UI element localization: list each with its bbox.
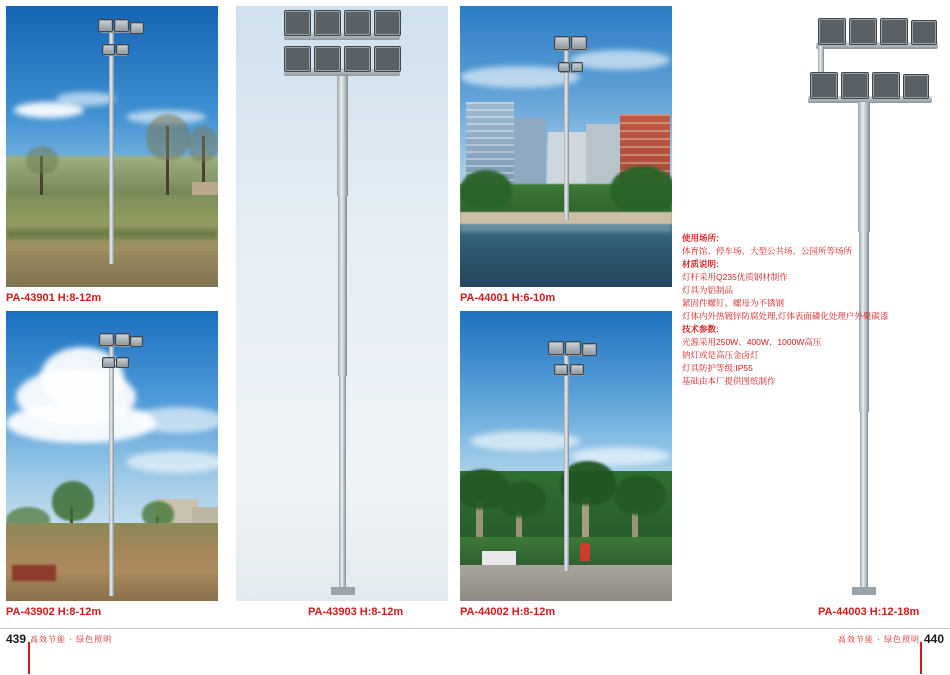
tech-line-4: 基础由本厂提供图纸制作	[682, 376, 776, 386]
usage-title: 使用场所:	[682, 233, 719, 243]
material-title: 材质说明:	[682, 259, 719, 269]
page-footer	[0, 628, 950, 675]
floodlight	[314, 46, 341, 72]
product-photo-pa-43903	[236, 6, 448, 601]
floodlight	[841, 72, 869, 99]
material-line-1: 灯杆采用Q235优质钢材制作	[682, 272, 788, 282]
caption-pa-43902: PA-43902 H:8-12m	[6, 606, 102, 618]
footer-accent-left	[28, 642, 30, 674]
tech-line-2: 钠灯或是高压金卤灯	[682, 350, 759, 360]
floodlight	[872, 72, 900, 99]
footer-accent-right	[920, 642, 922, 674]
product-photo-pa-43902	[6, 311, 218, 601]
lamp-pole	[109, 32, 114, 264]
material-line-2: 灯具为铝制品	[682, 285, 734, 295]
footer-text-left: 高效节能 · 绿色照明	[30, 635, 113, 644]
usage-line-1: 体育馆、停车场、大型公共场、公园所等场所	[682, 246, 853, 256]
caption-pa-44001: PA-44001 H:6-10m	[460, 292, 556, 304]
floodlight	[849, 18, 877, 45]
tech-title: 技术参数:	[682, 324, 719, 334]
floodlight	[344, 10, 371, 36]
caption-pa-44002: PA-44002 H:8-12m	[460, 606, 556, 618]
product-photo-pa-44002	[460, 311, 672, 601]
caption-pa-44003: PA-44003 H:12-18m	[818, 606, 920, 618]
page-number-right: 440	[923, 632, 944, 646]
floodlight	[284, 10, 311, 36]
material-line-3: 紧固件螺钉、螺母为不锈钢	[682, 298, 785, 308]
floodlight	[284, 46, 311, 72]
spec-text-block	[682, 232, 932, 388]
footer-divider	[0, 628, 950, 629]
floodlight	[903, 74, 929, 99]
page-number-left: 439	[6, 632, 27, 646]
floodlight	[810, 72, 838, 99]
floodlight	[911, 20, 937, 45]
caption-pa-43901: PA-43901 H:8-12m	[6, 292, 102, 304]
tech-line-1: 光源采用250W、400W、1000W高压	[682, 337, 822, 347]
product-photo-pa-44001	[460, 6, 672, 287]
product-photo-pa-43901	[6, 6, 218, 287]
floodlight	[880, 18, 908, 45]
floodlight	[314, 10, 341, 36]
floodlight	[374, 10, 401, 36]
footer-text-right: 高效节能 · 绿色照明	[837, 635, 920, 644]
floodlight	[374, 46, 401, 72]
floodlight	[818, 18, 846, 45]
caption-pa-43903: PA-43903 H:8-12m	[308, 606, 404, 618]
material-line-4: 灯体内外热镀锌防腐处理,灯体表面磷化处理户外聚碳漆	[682, 311, 889, 321]
floodlight	[344, 46, 371, 72]
tech-line-3: 灯具防护等级:IP55	[682, 363, 753, 373]
